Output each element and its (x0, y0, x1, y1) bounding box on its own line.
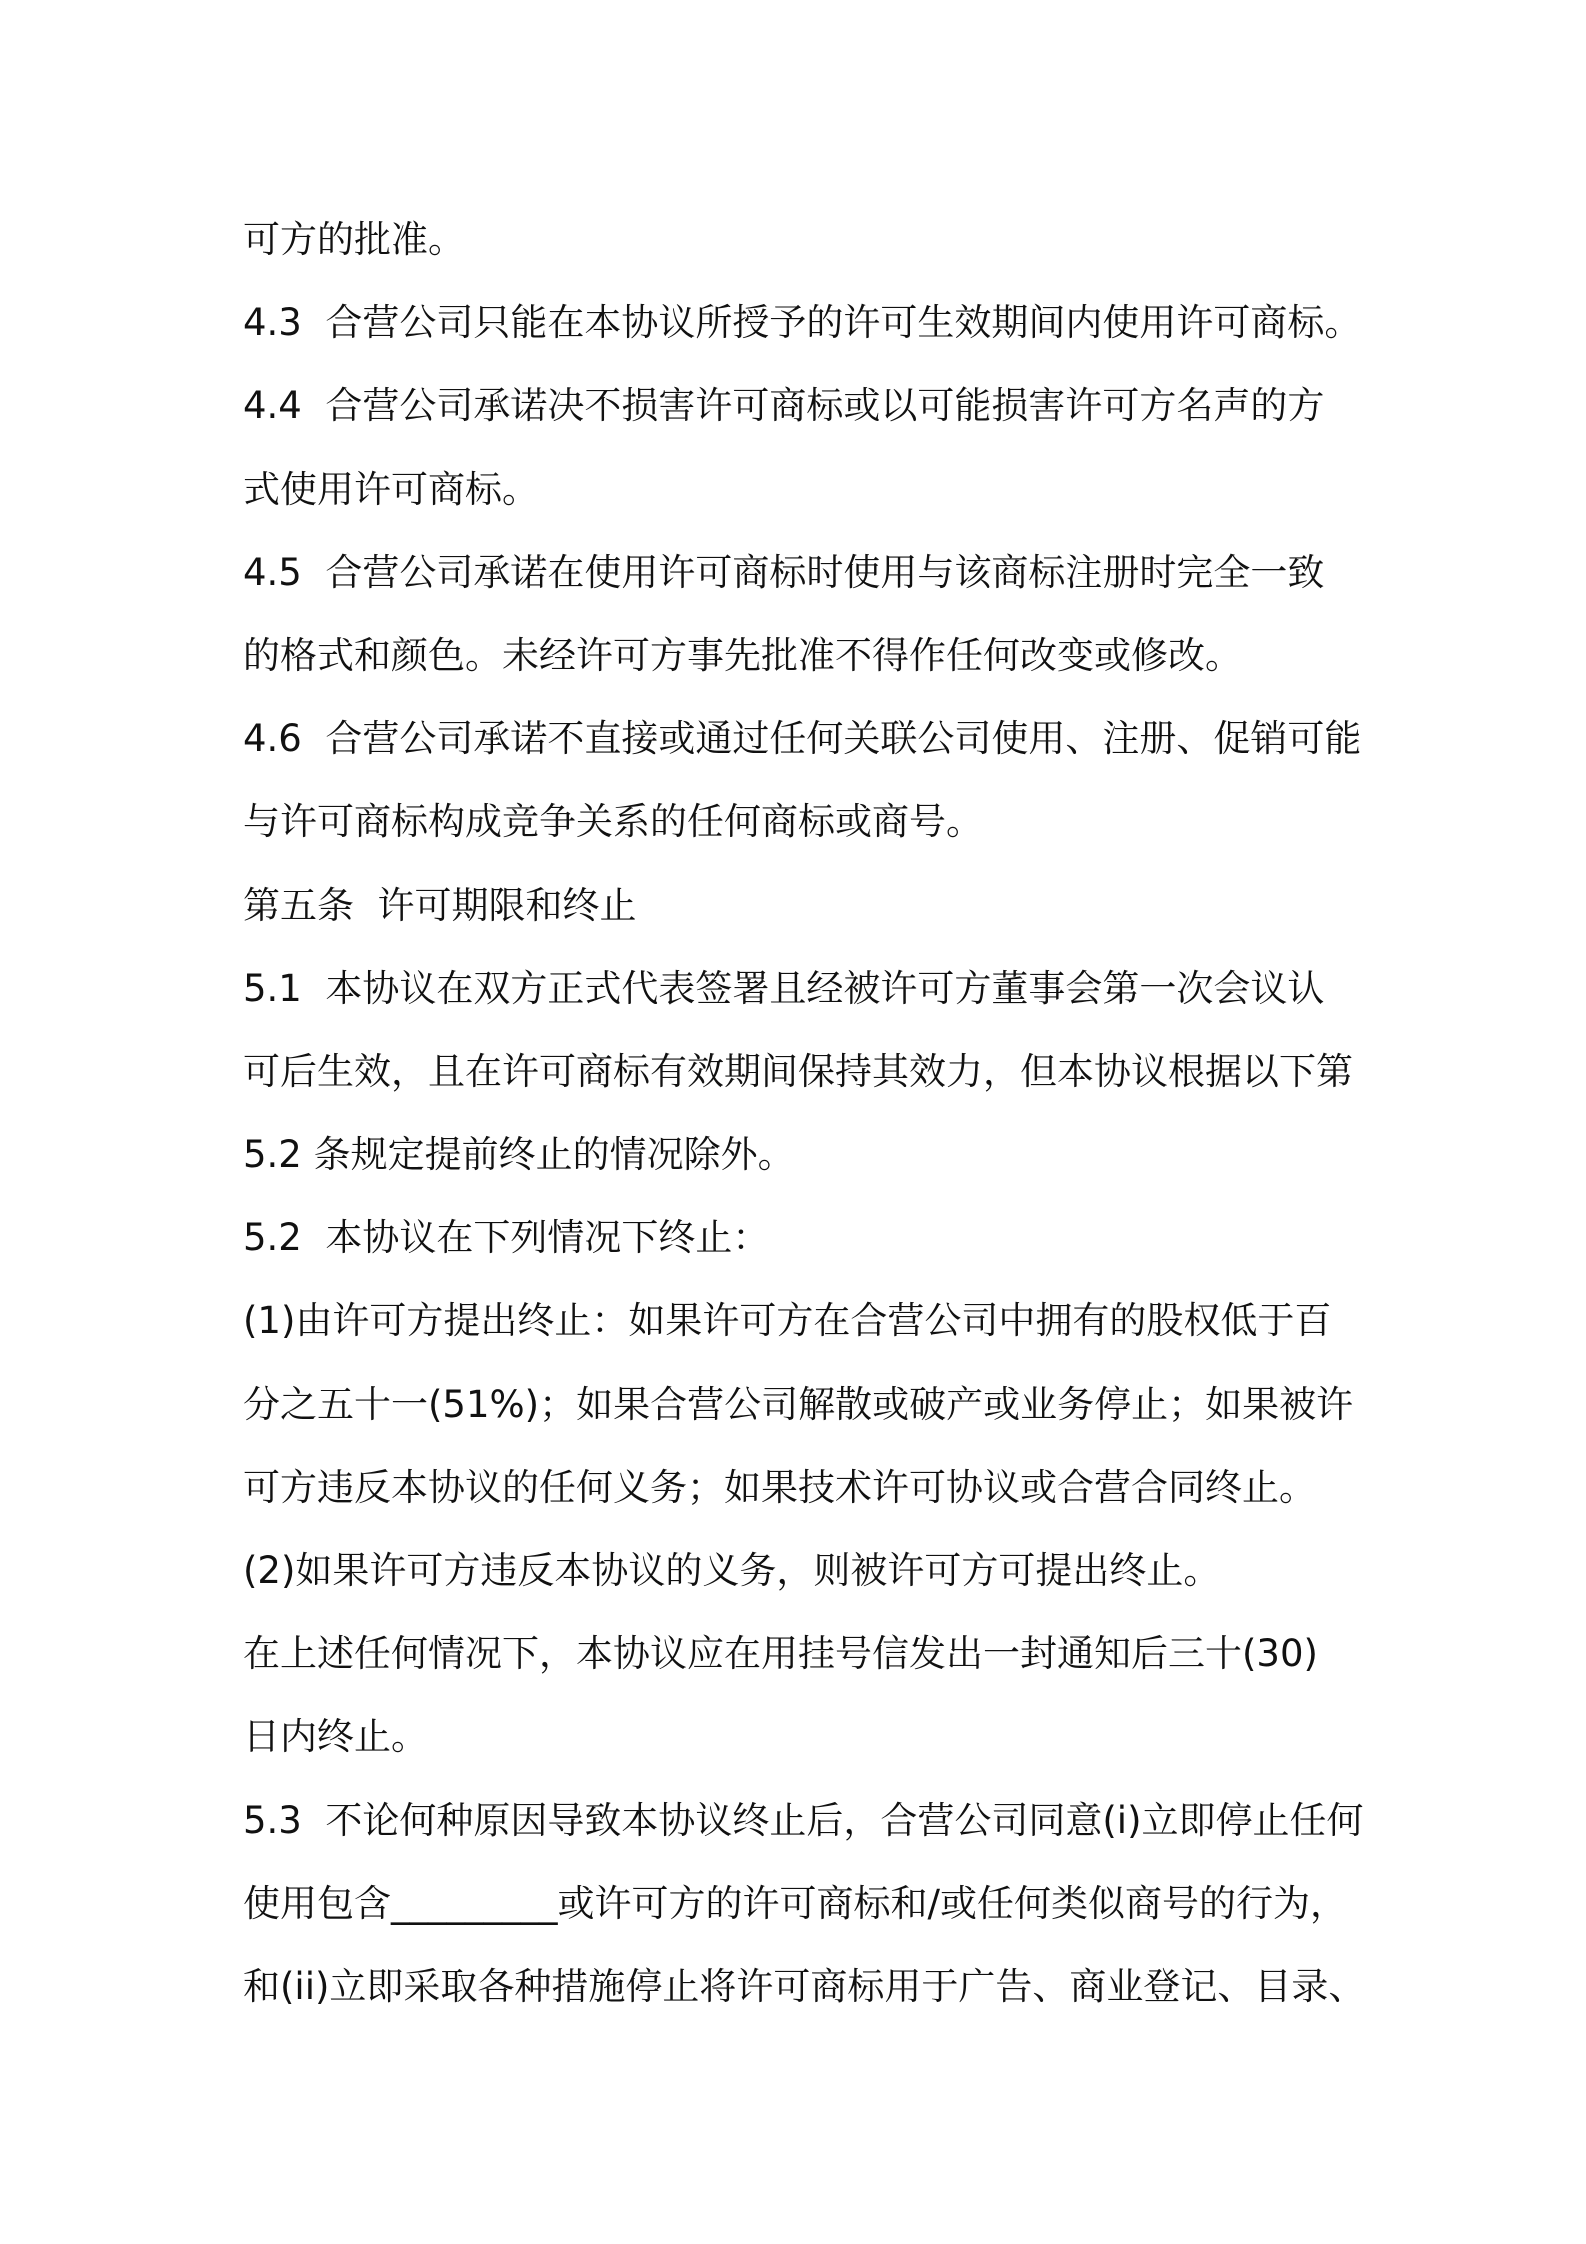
article-5-heading: 第五条 许可期限和终止 (243, 883, 637, 927)
clause-4-6: 4.6 合营公司承诺不直接或通过任何关联公司使用、注册、促销可能 (243, 717, 1362, 761)
text-line: 式使用许可商标。 (243, 467, 539, 511)
text-line: 使用包含_________或许可方的许可商标和/或任何类似商号的行为， (243, 1881, 1347, 1925)
clause-4-4: 4.4 合营公司承诺决不损害许可商标或以可能损害许可方名声的方 (243, 384, 1325, 428)
clause-5-2-item-2: (2)如果许可方违反本协议的义务，则被许可方可提出终止。 (243, 1549, 1221, 1592)
text-line: 日内终止。 (243, 1715, 428, 1759)
clause-5-3: 5.3 不论何种原因导致本协议终止后，合营公司同意(i)立即停止任何 (243, 1798, 1364, 1842)
text-line: 在上述任何情况下，本协议应在用挂号信发出一封通知后三十(30) (243, 1632, 1318, 1676)
clause-5-1: 5.1 本协议在双方正式代表签署且经被许可方董事会第一次会议认 (243, 966, 1325, 1010)
text-line: 可方违反本协议的任何义务；如果技术许可协议或合营合同终止。 (243, 1465, 1316, 1509)
text-line: 的格式和颜色。未经许可方事先批准不得作任何改变或修改。 (243, 633, 1242, 677)
text-line: 5.2 条规定提前终止的情况除外。 (243, 1133, 795, 1177)
text-line: 和(ii)立即采取各种措施停止将许可商标用于广告、商业登记、目录、 (243, 1964, 1366, 2008)
document-body (243, 198, 1373, 2028)
text-line: 可方的批准。 (243, 218, 465, 261)
text-line: 可后生效，且在许可商标有效期间保持其效力，但本协议根据以下第 (243, 1049, 1353, 1093)
clause-5-2-item-1: (1)由许可方提出终止：如果许可方在合营公司中拥有的股权低于百 (243, 1299, 1332, 1343)
text-line: 分之五十一(51%)；如果合营公司解散或破产或业务停止；如果被许 (243, 1382, 1354, 1426)
clause-5-2: 5.2 本协议在下列情况下终止： (243, 1216, 770, 1260)
clause-4-3: 4.3 合营公司只能在本协议所授予的许可生效期间内使用许可商标。 (243, 301, 1362, 345)
clause-4-5: 4.5 合营公司承诺在使用许可商标时使用与该商标注册时完全一致 (243, 550, 1325, 594)
text-line: 与许可商标构成竞争关系的任何商标或商号。 (243, 800, 983, 844)
